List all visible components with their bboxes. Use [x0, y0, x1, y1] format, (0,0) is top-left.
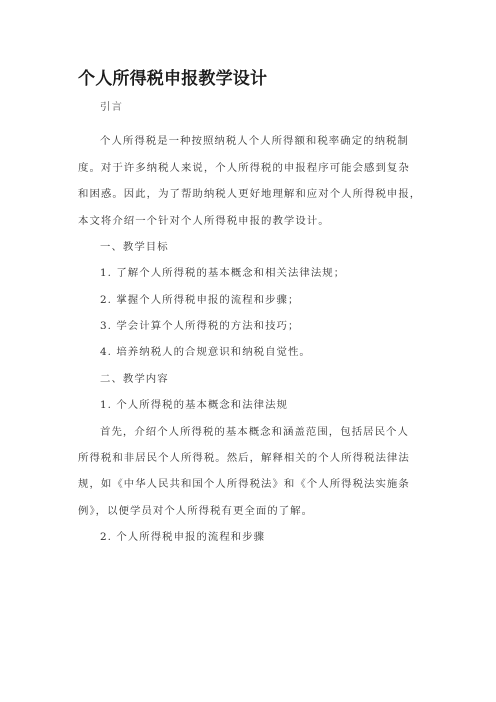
intro-paragraph-line: 和困惑。因此，为了帮助纳税人更好地理解和应对个人所得税申报，: [78, 188, 422, 200]
intro-heading: 引言: [100, 101, 123, 113]
content-paragraph-line: 规，如《中华人民共和国个人所得税法》和《个人所得税法实施条: [78, 478, 410, 490]
content-paragraph-line: 例》，以便学员对个人所得税有更全面的了解。: [78, 505, 314, 517]
goal-item: 2. 掌握个人所得税申报的流程和步骤；: [100, 294, 300, 306]
goal-item: 1. 了解个人所得税的基本概念和相关法律法规；: [100, 267, 346, 279]
subsection-heading: 1. 个人所得税的基本概念和法律法规: [100, 399, 288, 411]
intro-paragraph-line: 个人所得税是一种按照纳税人个人所得额和税率确定的纳税制: [100, 135, 409, 147]
goal-item: 4. 培养纳税人的合规意识和纳税自觉性。: [100, 346, 311, 358]
content-paragraph-line: 所得税和非居民个人所得税。然后，解释相关的个人所得税法律法: [78, 452, 410, 464]
content-paragraph-line: 首先，介绍个人所得税的基本概念和涵盖范围，包括居民个人: [100, 426, 409, 438]
intro-paragraph-line: 本文将介绍一个针对个人所得税申报的教学设计。: [78, 215, 330, 227]
document-title: 个人所得税申报教学设计: [78, 69, 268, 89]
subsection-heading: 2. 个人所得税申报的流程和步骤: [100, 531, 266, 543]
section-heading-content: 二、教学内容: [100, 373, 169, 385]
section-heading-goals: 一、教学目标: [100, 241, 169, 253]
goal-item: 3. 学会计算个人所得税的方法和技巧；: [100, 320, 300, 332]
intro-paragraph-line: 度。对于许多纳税人来说，个人所得税的申报程序可能会感到复杂: [78, 162, 410, 174]
